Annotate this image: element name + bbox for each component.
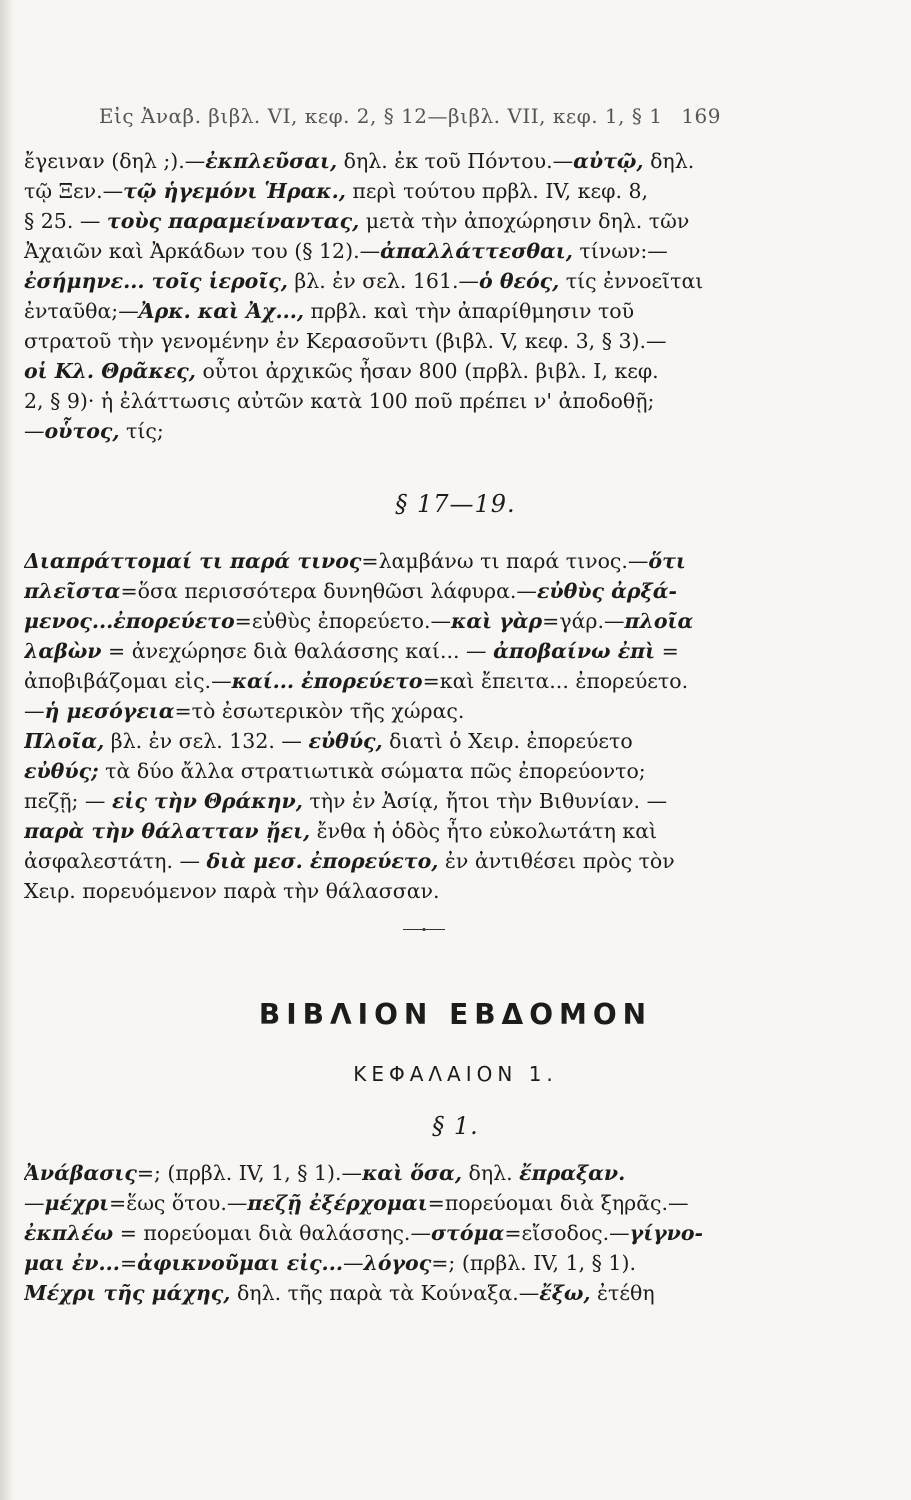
lemma-term: ἔπραξαν.: [519, 1161, 626, 1185]
commentary-text: μετὰ τὴν ἀποχώρησιν δηλ. τῶν: [359, 209, 690, 233]
lemma-term: αὐτῷ,: [573, 149, 644, 173]
commentary-text: —: [24, 1191, 45, 1215]
lemma-term: Ἀρκ. καὶ Ἀχ...,: [138, 299, 305, 323]
commentary-text: δηλ.: [461, 1161, 520, 1185]
page-number: 169: [681, 104, 721, 128]
lemma-term: εἰς τὴν Θράκην,: [111, 789, 303, 813]
text-line: [24, 266, 732, 296]
commentary-text: Ἀχαιῶν καὶ Ἀρκάδων του (§ 12).—: [24, 239, 381, 263]
lemma-term: οὗτος,: [44, 419, 120, 443]
section-heading-1: § 1.: [432, 1112, 479, 1140]
lemma-term: καί... ἐπορεύετο: [231, 669, 423, 693]
commentary-text: —: [342, 1251, 364, 1275]
commentary-text: ἐτέθη: [590, 1281, 655, 1305]
commentary-text: =λαμβάνω τι παρά τινος.—: [361, 549, 649, 573]
commentary-text: δηλ. τῆς παρὰ τὰ Κούναξα.—: [230, 1281, 540, 1305]
commentary-text: =: [655, 639, 679, 663]
running-title: Εἰς Ἀναβ. βιβλ. VI, κεφ. 2, § 12—βιβλ. VII, κεφ. 1, § 1: [98, 104, 663, 128]
commentary-text: = πορεύομαι διὰ θαλάσσης.—: [113, 1221, 431, 1245]
commentary-text: ἐν ἀντιθέσει πρὸς τὸν: [438, 849, 675, 873]
text-line: [24, 1218, 732, 1248]
text-line: [24, 356, 732, 386]
lemma-term: πλοῖα: [624, 609, 694, 633]
commentary-text: ἐνταῦθα;—: [24, 299, 139, 323]
commentary-text: ἀποβιβάζομαι εἰς.—: [24, 669, 232, 693]
lemma-term: παρὰ τὴν θάλατταν ᾔει,: [24, 819, 311, 843]
commentary-text: =εὐθὺς ἐπορεύετο.—: [234, 609, 451, 633]
commentary-text: οὗτοι ἀρχικῶς ἦσαν 800 (πρβλ. βιβλ. I, κεφ.: [195, 359, 659, 383]
commentary-text: τῷ Ξεν.—: [24, 179, 124, 203]
commentary-text: 2, § 9)· ἡ ἐλάττωσις αὐτῶν κατὰ 100 ποῦ πρέπει ν' ἀποδοθῇ;: [24, 389, 655, 413]
lemma-term: πλεῖστα: [24, 579, 121, 603]
lemma-term: λόγος: [363, 1251, 432, 1275]
lemma-term: εὐθύς,: [308, 729, 383, 753]
commentary-text: ἔνθα ἡ ὁδὸς ἦτο εὐκολωτάτη καὶ: [310, 819, 658, 843]
commentary-text: —: [24, 419, 45, 443]
text-line: [24, 1248, 732, 1278]
commentary-text: =καὶ ἔπειτα... ἐπορεύετο.: [422, 669, 689, 693]
commentary-text: Χειρ. πορευόμενον παρὰ τὴν θάλασσαν.: [24, 879, 440, 903]
text-line: [24, 296, 732, 326]
commentary-text: βλ. ἐν σελ. 132. —: [104, 729, 309, 753]
lemma-term: ἀφικνοῦμαι εἰς...: [137, 1251, 343, 1275]
commentary-text: δηλ.: [643, 149, 695, 173]
text-line: [24, 846, 732, 876]
commentary-text: πρβλ. καὶ τὴν ἀπαρίθμησιν τοῦ: [304, 299, 635, 323]
commentary-text: περὶ τούτου πρβλ. IV, κεφ. 8,: [345, 179, 649, 203]
lemma-term: μενος...ἐπορεύετο: [24, 609, 235, 633]
text-line: [24, 636, 732, 666]
section-heading-17-19: § 17—19.: [395, 490, 516, 518]
commentary-text: στρατοῦ τὴν γενομένην ἐν Κερασοῦντι (βιβλ. V, κεφ. 3, § 3).—: [24, 329, 667, 353]
text-line: [24, 786, 732, 816]
lemma-term: καὶ ὅσα,: [362, 1161, 462, 1185]
lemma-term: μαι ἐν...: [24, 1251, 120, 1275]
text-line: [24, 236, 732, 266]
text-line: [24, 816, 732, 846]
lemma-term: ἐκπλέω: [24, 1221, 114, 1245]
commentary-text: τίς ἐννοεῖται: [559, 269, 704, 293]
lemma-term: μέχρι: [44, 1191, 110, 1215]
commentary-text: δηλ. ἐκ τοῦ Πόντου.—: [337, 149, 574, 173]
commentary-block-1: [24, 146, 732, 446]
commentary-text: =γάρ.—: [542, 609, 625, 633]
running-header: [0, 104, 911, 128]
text-line: [24, 386, 732, 416]
commentary-text: =: [119, 1251, 138, 1275]
commentary-text: =; (πρβλ. IV, 1, § 1).: [431, 1251, 636, 1275]
lemma-term: ἐσήμηνε... τοῖς ἱεροῖς,: [24, 269, 288, 293]
commentary-text: τὴν ἐν Ἀσίᾳ, ἤτοι τὴν Βιθυνίαν. —: [302, 789, 668, 813]
lemma-term: διὰ μεσ. ἐπορεύετο,: [206, 849, 439, 873]
commentary-text: ἔγειναν (δηλ ;).—: [24, 149, 206, 173]
commentary-text: —: [24, 699, 45, 723]
lemma-term: τοὺς παραμείναντας,: [106, 209, 360, 233]
ornament-divider: [403, 928, 445, 931]
text-line: [24, 876, 732, 906]
lemma-term: ἡ μεσόγεια: [44, 699, 175, 723]
text-line: [24, 696, 732, 726]
lemma-term: οἱ Κλ. Θρᾶκες,: [24, 359, 196, 383]
text-line: [24, 546, 732, 576]
text-line: [24, 726, 732, 756]
lemma-term: ἔξω,: [539, 1281, 591, 1305]
commentary-text: τίς;: [119, 419, 164, 443]
lemma-term: καὶ γὰρ: [451, 609, 543, 633]
lemma-term: Πλοῖα,: [24, 729, 105, 753]
commentary-text: § 25. —: [24, 209, 107, 233]
commentary-text: =τὸ ἐσωτερικὸν τῆς χώρας.: [174, 699, 465, 723]
lemma-term: Ἀνάβασις: [24, 1161, 137, 1185]
text-line: [24, 416, 732, 446]
text-line: [24, 176, 732, 206]
text-line: [24, 1188, 732, 1218]
text-line: [24, 576, 732, 606]
lemma-term: πεζῇ ἐξέρχομαι: [247, 1191, 428, 1215]
text-line: [24, 756, 732, 786]
lemma-term: στόμα: [430, 1221, 505, 1245]
text-line: [24, 206, 732, 236]
lemma-term: λαβὼν: [24, 639, 102, 663]
lemma-term: Μέχρι τῆς μάχης,: [24, 1281, 231, 1305]
page-binding-edge: [0, 0, 14, 1500]
commentary-text: τίνων:—: [572, 239, 668, 263]
commentary-text: βλ. ἐν σελ. 161.—: [287, 269, 480, 293]
text-line: [24, 666, 732, 696]
lemma-term: ὁ θεός,: [479, 269, 560, 293]
commentary-text: τὰ δύο ἄλλα στρατιωτικὰ σώματα πῶς ἐπορεύοντο;: [98, 759, 646, 783]
text-line: [24, 1278, 732, 1308]
text-line: [24, 1158, 732, 1188]
lemma-term: εὐθὺς ἀρξά-: [536, 579, 677, 603]
lemma-term: τῷ ἡγεμόνι Ἡρακ.,: [123, 179, 346, 203]
commentary-block-2: [24, 546, 732, 906]
commentary-text: =ὅσα περισσότερα δυνηθῶσι λάφυρα.—: [120, 579, 537, 603]
text-line: [24, 606, 732, 636]
commentary-text: =ἕως ὅτου.—: [109, 1191, 248, 1215]
lemma-term: ὅτι: [648, 549, 686, 573]
lemma-term: γίγνο-: [629, 1221, 704, 1245]
text-line: [24, 326, 732, 356]
commentary-text: ἀσφαλεστάτη. —: [24, 849, 207, 873]
lemma-term: ἀποβαίνω ἐπὶ: [493, 639, 656, 663]
commentary-text: διατὶ ὁ Χειρ. ἐπορεύετο: [382, 729, 633, 753]
chapter-title: ΚΕΦΑΛΑΙΟΝ 1.: [353, 1062, 558, 1086]
commentary-text: πεζῇ; —: [24, 789, 112, 813]
commentary-text: = ἀνεχώρησε διὰ θαλάσσης καί... —: [101, 639, 494, 663]
commentary-text: =πορεύομαι διὰ ξηρᾶς.—: [427, 1191, 689, 1215]
lemma-term: ἐκπλεῦσαι,: [205, 149, 338, 173]
book-title: ΒΙΒΛΙΟΝ ΕΒΔΟΜΟΝ: [258, 998, 653, 1031]
commentary-text: =εἴσοδος.—: [504, 1221, 630, 1245]
lemma-term: εὐθύς;: [24, 759, 99, 783]
lemma-term: ἀπαλλάττεσθαι,: [380, 239, 573, 263]
commentary-block-3: [24, 1158, 732, 1308]
commentary-text: =; (πρβλ. IV, 1, § 1).—: [136, 1161, 363, 1185]
text-line: [24, 146, 732, 176]
lemma-term: Διαπράττομαί τι παρά τινος: [24, 549, 362, 573]
